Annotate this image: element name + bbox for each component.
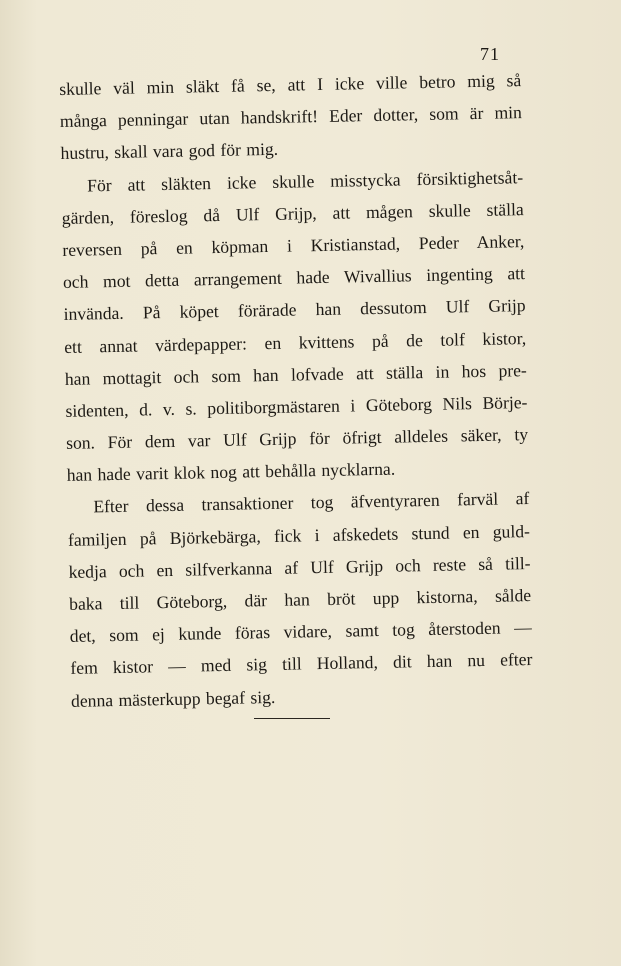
text-line: baka till Göteborg, där han bröt upp kistorna, sålde (69, 585, 532, 614)
page-number: 71 (480, 44, 500, 64)
text-line: Efter dessa transaktioner tog äfventyraren farväl af (93, 488, 530, 517)
text-line: reversen på en köpman i Kristianstad, Peder Anker, (62, 231, 525, 260)
text-line: familjen på Björkebärga, fick i afskedets stund en guld- (67, 520, 531, 550)
text-line: denna mästerkupp begaf sig. (70, 686, 276, 711)
text-line: son. För dem var Ulf Grijp för öfrigt alldeles säker, ty (65, 424, 529, 453)
text-line: hustru, skall vara god för mig. (60, 139, 279, 164)
text-line: många penningar utan handskrift! Eder dotter, som är min (59, 102, 523, 132)
text-line: gärden, föreslog då Ulf Grijp, att mågen skulle ställa (61, 198, 524, 228)
text-line: För att släkten icke skulle misstycka försiktighetsåt- (86, 166, 524, 196)
text-line: kedja och en silfverkanna af Ulf Grijp och reste så till- (68, 552, 531, 582)
text-line: han hade varit klok nog att behålla nycklarna. (66, 458, 396, 486)
text-line: fem kistor — med sig till Holland, dit han nu efter (70, 649, 533, 679)
text-line: invända. På köpet förärade han dessutom Ulf Grijp (63, 295, 526, 325)
text-line: och mot detta arrangement hade Wivallius ingenting att (62, 263, 526, 293)
text-line: ett annat värdepapper: en kvittens på de tolf kistor, (64, 327, 527, 357)
text-line: det, som ej kunde föras vidare, samt tog återstoden — (69, 617, 532, 647)
text-line: han mottagit och som han lofvade att ställa in hos pre- (64, 359, 527, 389)
text-line: skulle väl min släkt få se, att I icke ville betro mig så (59, 70, 522, 99)
text-line: sidenten, d. v. s. politiborgmästaren i Göteborg Nils Börje- (65, 391, 528, 421)
body-text (59, 64, 533, 717)
section-divider (254, 718, 330, 719)
